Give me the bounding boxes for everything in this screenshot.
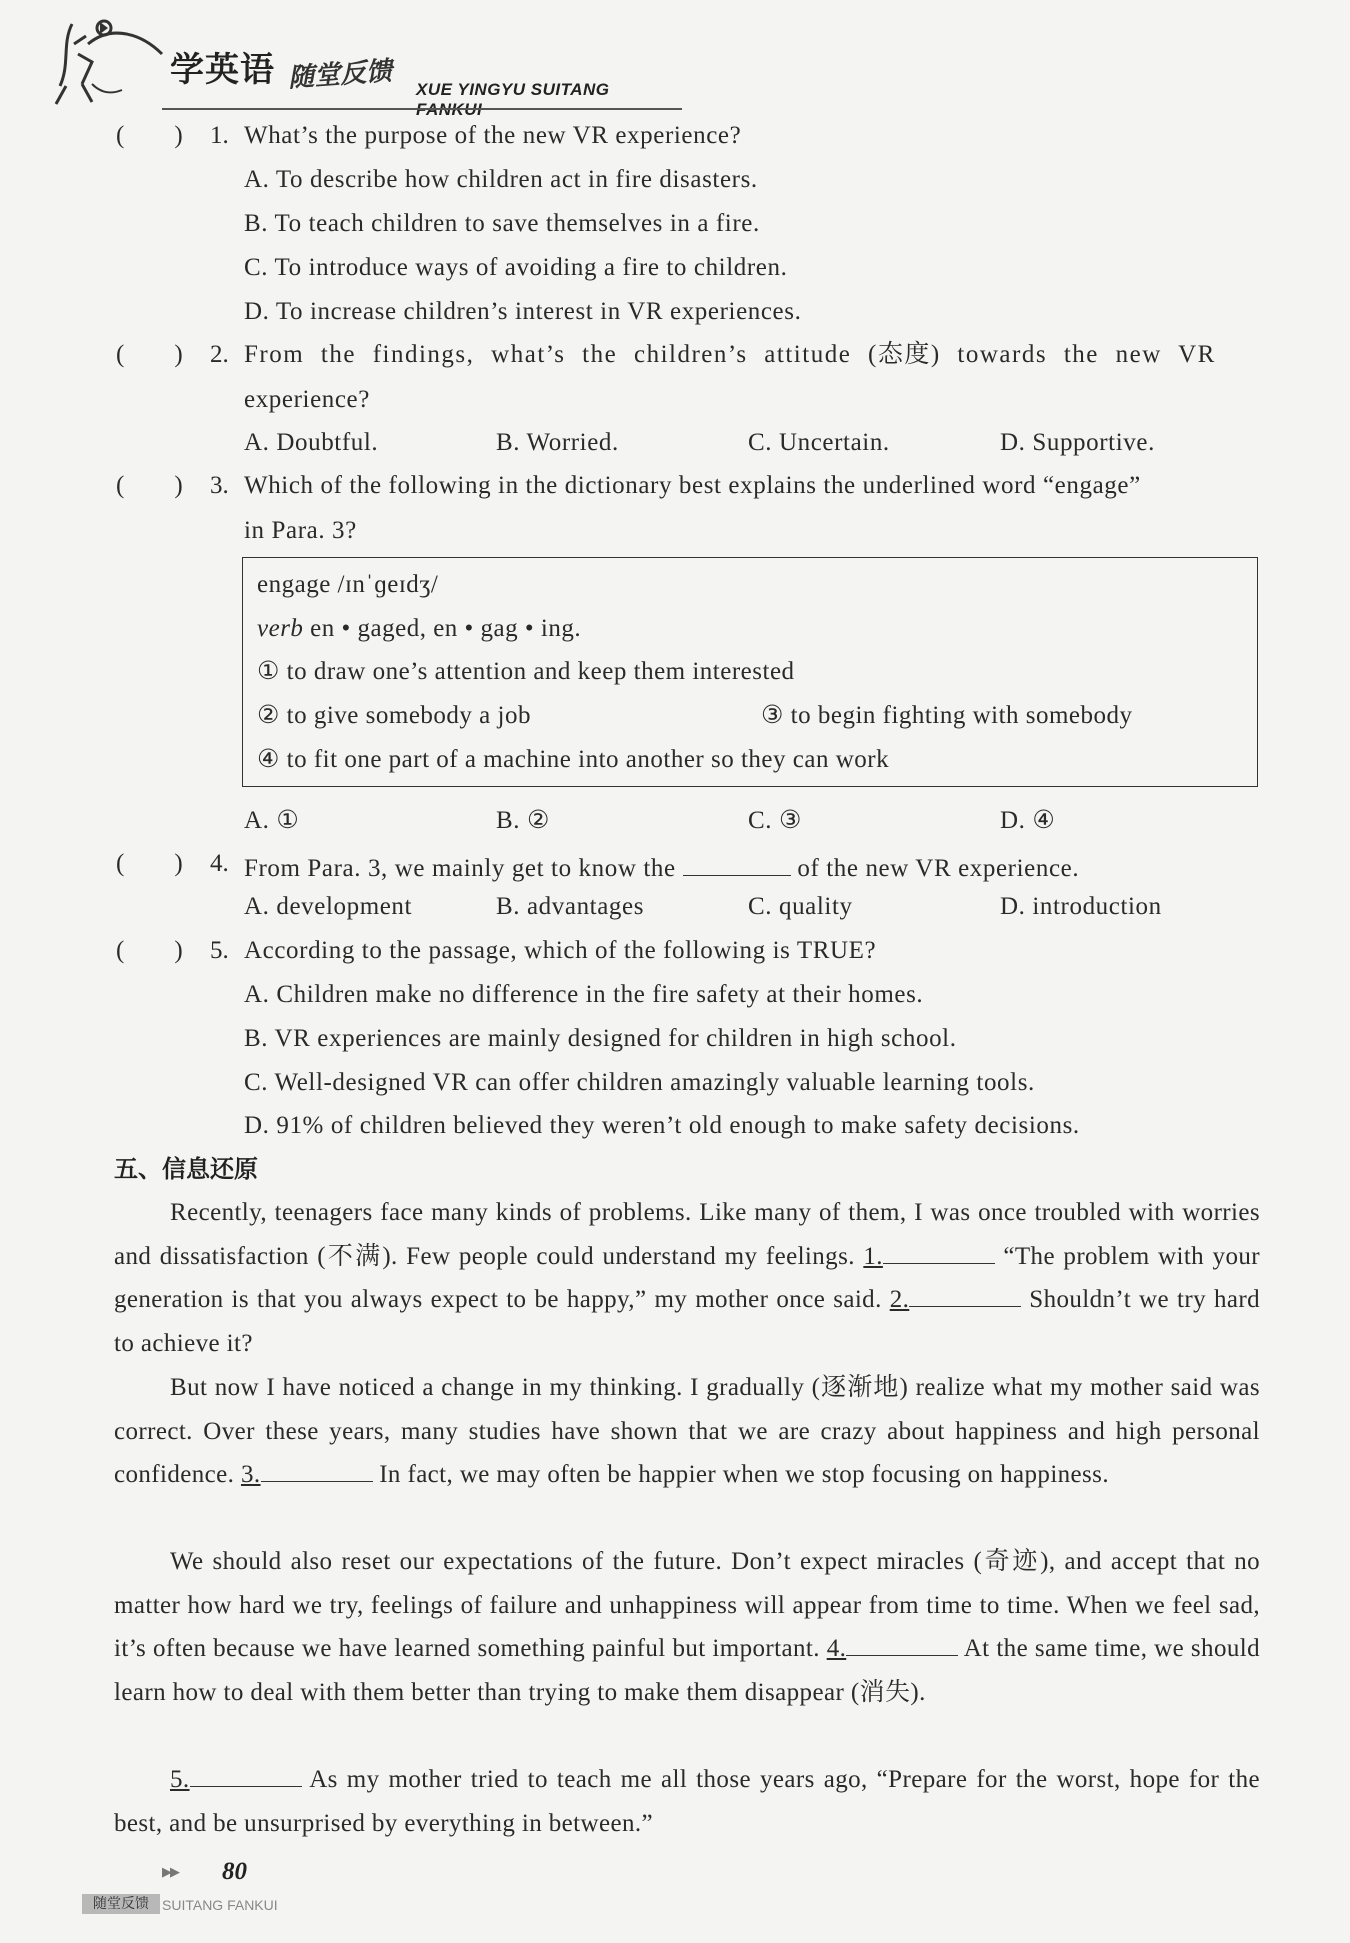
question-number: 5. bbox=[210, 937, 229, 964]
option: C. To introduce ways of avoiding a fire to children. bbox=[244, 254, 788, 281]
fill-blank[interactable] bbox=[683, 849, 791, 876]
option: B. advantages bbox=[496, 893, 645, 920]
text: Shouldn’t we try hard to achieve it? bbox=[114, 1286, 1260, 1357]
answer-paren[interactable]: ( ) bbox=[116, 937, 183, 964]
answer-paren[interactable]: ( ) bbox=[116, 122, 183, 149]
brand-pinyin: XUE YINGYU SUITANG bbox=[416, 80, 610, 99]
option: B. To teach children to save themselves in a fire. bbox=[244, 210, 760, 237]
option: D. Supportive. bbox=[1000, 429, 1155, 456]
text: As my mother tried to teach me all those years ago, “Prepare for the worst, hope for the best, and be unsurprised by everything in between.” bbox=[114, 1766, 1260, 1837]
blank-label: 1. bbox=[863, 1242, 883, 1270]
option: B. ② bbox=[496, 807, 550, 834]
option: A. Doubtful. bbox=[244, 429, 379, 456]
header-rule bbox=[162, 108, 682, 110]
blank-label: 3. bbox=[240, 1461, 261, 1489]
double-arrow-icon: ▶▶ bbox=[162, 1864, 178, 1879]
fill-blank[interactable] bbox=[883, 1237, 995, 1264]
dictionary-inflections: en • gaged, en • gag • ing. bbox=[310, 615, 582, 642]
question-stem bbox=[244, 849, 1079, 884]
dictionary-def-3: ③ to begin fighting with somebody bbox=[761, 702, 1133, 729]
question-stem: What’s the purpose of the new VR experience? bbox=[244, 122, 742, 149]
option: D. ④ bbox=[1000, 807, 1056, 834]
fill-blank[interactable] bbox=[846, 1629, 958, 1656]
option: C. Well-designed VR can offer children amazingly valuable learning tools. bbox=[244, 1069, 1035, 1096]
paragraph-2 bbox=[114, 1366, 1260, 1497]
page-header bbox=[52, 14, 672, 114]
question-number: 4. bbox=[210, 850, 229, 877]
question-number: 1. bbox=[210, 122, 229, 149]
section-title: 五、信息还原 bbox=[114, 1155, 258, 1183]
question-number: 2. bbox=[210, 341, 229, 368]
dictionary-def-4: ④ to fit one part of a machine into another so they can work bbox=[257, 746, 890, 773]
option: B. Worried. bbox=[496, 429, 619, 456]
option: D. 91% of children believed they weren’t old enough to make safety decisions. bbox=[244, 1112, 1080, 1139]
footer-bar bbox=[82, 1894, 292, 1914]
blank-label: 4. bbox=[826, 1635, 847, 1663]
question-stem: From the findings, what’s the children’s attitude (态度) towards the new VR bbox=[244, 341, 1216, 368]
text: Recently, teenagers face many kinds of problems. Like many of them, I was once troubled with worries and dissatisfaction (不满). Few people could understand my feelings. bbox=[114, 1199, 1260, 1270]
answer-paren[interactable]: ( ) bbox=[116, 850, 183, 877]
option: A. To describe how children act in fire disasters. bbox=[244, 166, 758, 193]
answer-paren[interactable]: ( ) bbox=[116, 472, 183, 499]
text: We should also reset our expectations of the future. Don’t expect miracles (奇迹), and accept that no matter how hard we try, feelings of failure and unhappiness will appear from time to time. When we feel sad, it’s often because we have learned something painful but important. bbox=[114, 1548, 1260, 1663]
question-stem: Which of the following in the dictionary best explains the underlined word “engage” bbox=[244, 472, 1141, 499]
paragraph-1 bbox=[114, 1191, 1260, 1365]
option: D. introduction bbox=[1000, 893, 1162, 920]
stem-part: of the new VR experience. bbox=[797, 855, 1080, 882]
fill-blank[interactable] bbox=[909, 1280, 1021, 1307]
question-number: 3. bbox=[210, 472, 229, 499]
footer-tag-english: SUITANG FANKUI bbox=[162, 1897, 278, 1913]
fill-blank[interactable] bbox=[190, 1760, 302, 1787]
option: A. ① bbox=[244, 807, 300, 834]
text: But now I have noticed a change in my thinking. I gradually (逐渐地) realize what my mother said was correct. Over these years, many studies have shown that we are crazy about happiness and high personal confidence. bbox=[114, 1374, 1260, 1489]
blank-label: 2. bbox=[889, 1286, 910, 1314]
dictionary-def-1: ① to draw one’s attention and keep them interested bbox=[257, 658, 795, 685]
brand-subtitle: 随堂反馈 bbox=[287, 56, 394, 94]
option: A. Children make no difference in the fire safety at their homes. bbox=[244, 981, 924, 1008]
option: A. development bbox=[244, 893, 413, 920]
paragraph-3 bbox=[114, 1540, 1260, 1714]
text: “The problem with your generation is that you always expect to be happy,” my mother once said. bbox=[114, 1242, 1260, 1314]
dictionary-forms bbox=[257, 614, 581, 644]
question-stem: According to the passage, which of the following is TRUE? bbox=[244, 937, 877, 964]
dictionary-pos: verb bbox=[257, 615, 304, 642]
paragraph-4 bbox=[114, 1758, 1260, 1845]
brand-title: 学英语 bbox=[170, 50, 275, 90]
option: B. VR experiences are mainly designed for children in high school. bbox=[244, 1025, 957, 1052]
dictionary-def-2: ② to give somebody a job bbox=[257, 702, 531, 729]
stem-part: From Para. 3, we mainly get to know the bbox=[244, 855, 676, 882]
question-stem: in Para. 3? bbox=[244, 517, 357, 544]
fill-blank[interactable] bbox=[261, 1455, 373, 1482]
blank-label: 5. bbox=[170, 1766, 190, 1793]
runner-logo-icon bbox=[52, 14, 172, 114]
option: D. To increase children’s interest in VR experiences. bbox=[244, 298, 802, 325]
option: C. quality bbox=[748, 893, 853, 920]
question-stem: experience? bbox=[244, 386, 370, 413]
answer-paren[interactable]: ( ) bbox=[116, 341, 183, 368]
page-number: 80 bbox=[222, 1858, 247, 1885]
dictionary-box bbox=[242, 557, 1258, 787]
option: C. ③ bbox=[748, 807, 802, 834]
footer-tag: 随堂反馈 bbox=[82, 1894, 160, 1914]
dictionary-headword: engage /ɪnˈɡeɪdʒ/ bbox=[257, 571, 439, 598]
option: C. Uncertain. bbox=[748, 429, 890, 456]
text: In fact, we may often be happier when we stop focusing on happiness. bbox=[379, 1461, 1109, 1489]
text: At the same time, we should learn how to deal with them better than trying to make them disappear (消失). bbox=[114, 1635, 1260, 1706]
